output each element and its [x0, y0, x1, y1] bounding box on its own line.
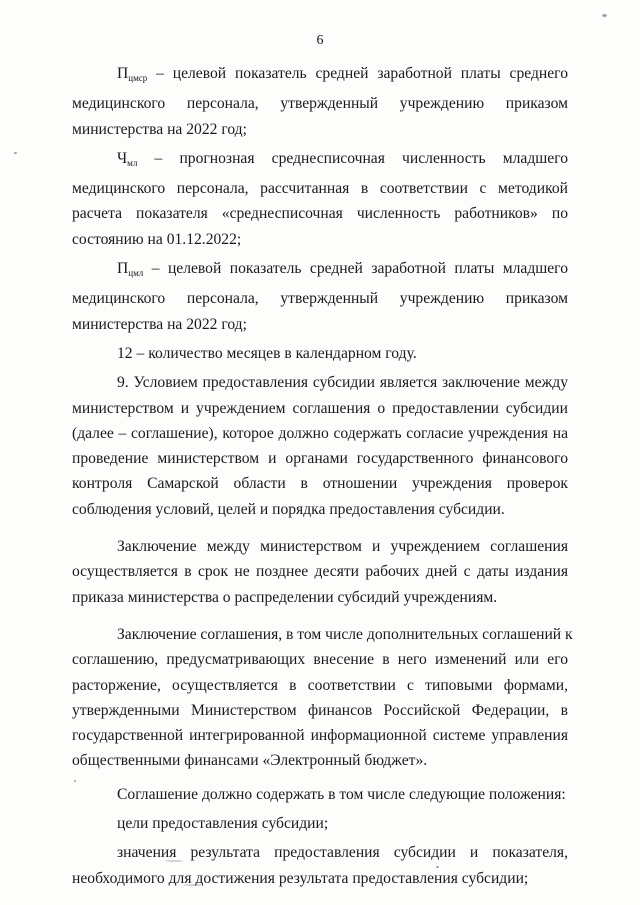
text-line: состоянию на 01.12.2022; — [72, 230, 242, 248]
text-line: Заключение между министерством и учреждением соглашения — [117, 538, 568, 556]
text-line: расторжение, осуществляется в соответствии с типовыми формами, — [72, 676, 568, 694]
text-line-content: – прогнозная среднесписочная численность младшего — [137, 149, 568, 167]
text-line: расчета показателя «среднесписочная численность работников» по — [72, 205, 568, 223]
text-line: утвержденными Министерством финансов Российской Федерации, в — [72, 701, 568, 719]
text-line: министерства на 2022 год; — [72, 120, 247, 138]
formula-symbol: П — [117, 260, 129, 278]
text-line: 9. Условием предоставления субсидии является заключение между — [117, 374, 568, 392]
text-line: (далее – соглашение), которое должно содержать согласие учреждения на — [72, 424, 568, 442]
list-item-result-values — [72, 840, 568, 891]
scan-speck — [165, 860, 183, 862]
list-item-goals — [72, 811, 568, 836]
scan-speck — [436, 866, 439, 868]
text-line: приказа министерства о распределении субсидий учреждениям. — [72, 588, 498, 606]
formula-subscript: цмл — [128, 268, 144, 279]
text-line: соблюдения условий, целей и порядка предоставления субсидии. — [72, 500, 505, 518]
text-line-content: – целевой показатель средней заработной платы среднего — [147, 65, 568, 82]
scan-speck — [14, 152, 17, 154]
text-line: Соглашение должно содержать в том числе следующие положения: — [117, 785, 566, 803]
text-line: соглашению, предусматривающих внесение в него изменений или его — [72, 651, 568, 669]
text-line: проведение министерством и органами государственного финансового — [72, 450, 568, 468]
formula-subscript: цмср — [128, 73, 148, 83]
text-line: Заключение соглашения, в том числе дополнительных соглашений к — [117, 625, 573, 643]
paragraph-pcmsr-definition — [72, 61, 568, 142]
formula-symbol: Ч — [117, 149, 128, 167]
scan-speck — [74, 780, 76, 782]
text-line: контроля Самарской области в отношении учреждения проверок — [72, 475, 568, 493]
paragraph-clause-9 — [72, 370, 568, 522]
text-line: осуществляется в срок не позднее десяти рабочих дней с даты издания — [72, 563, 568, 581]
text-line — [72, 146, 568, 176]
text-line — [72, 256, 568, 286]
paragraph-pcml-definition — [72, 256, 568, 337]
text-line: 12 – количество месяцев в календарном году. — [117, 344, 417, 362]
paragraph-months-definition — [72, 341, 568, 366]
text-line: необходимого для достижения результата предоставления субсидии; — [72, 869, 529, 887]
text-line: медицинского персонала, утвержденный учреждению приказом — [72, 290, 568, 308]
paragraph-chml-definition — [72, 146, 568, 252]
scan-speck — [183, 884, 203, 886]
text-line: общественными финансами «Электронный бюджет». — [72, 752, 428, 770]
paragraph-agreement-contents — [72, 782, 568, 807]
page-number: 6 — [316, 33, 324, 48]
text-line: государственной интегрированной информационной системе управления — [72, 727, 568, 745]
text-line: министерством и учреждением соглашения о предоставлении субсидии — [72, 399, 568, 417]
text-line: цели предоставления субсидии; — [117, 815, 329, 833]
text-line: министерства на 2022 год; — [72, 315, 247, 333]
scan-speck — [602, 14, 607, 17]
text-line: медицинского персонала, рассчитанная в соответствии с методикой — [72, 180, 568, 198]
formula-subscript: мл — [127, 157, 138, 168]
text-line — [72, 61, 568, 91]
text-line-content: – целевой показатель средней заработной платы младшего — [143, 260, 568, 278]
document-body — [72, 61, 573, 891]
text-line: медицинского персонала, утвержденный учреждению приказом — [72, 95, 568, 113]
paragraph-agreement-deadline — [72, 534, 568, 610]
text-line: значения результата предоставления субсидии и показателя, — [117, 844, 568, 862]
formula-symbol: П — [117, 65, 129, 82]
paragraph-agreement-forms — [72, 622, 573, 774]
